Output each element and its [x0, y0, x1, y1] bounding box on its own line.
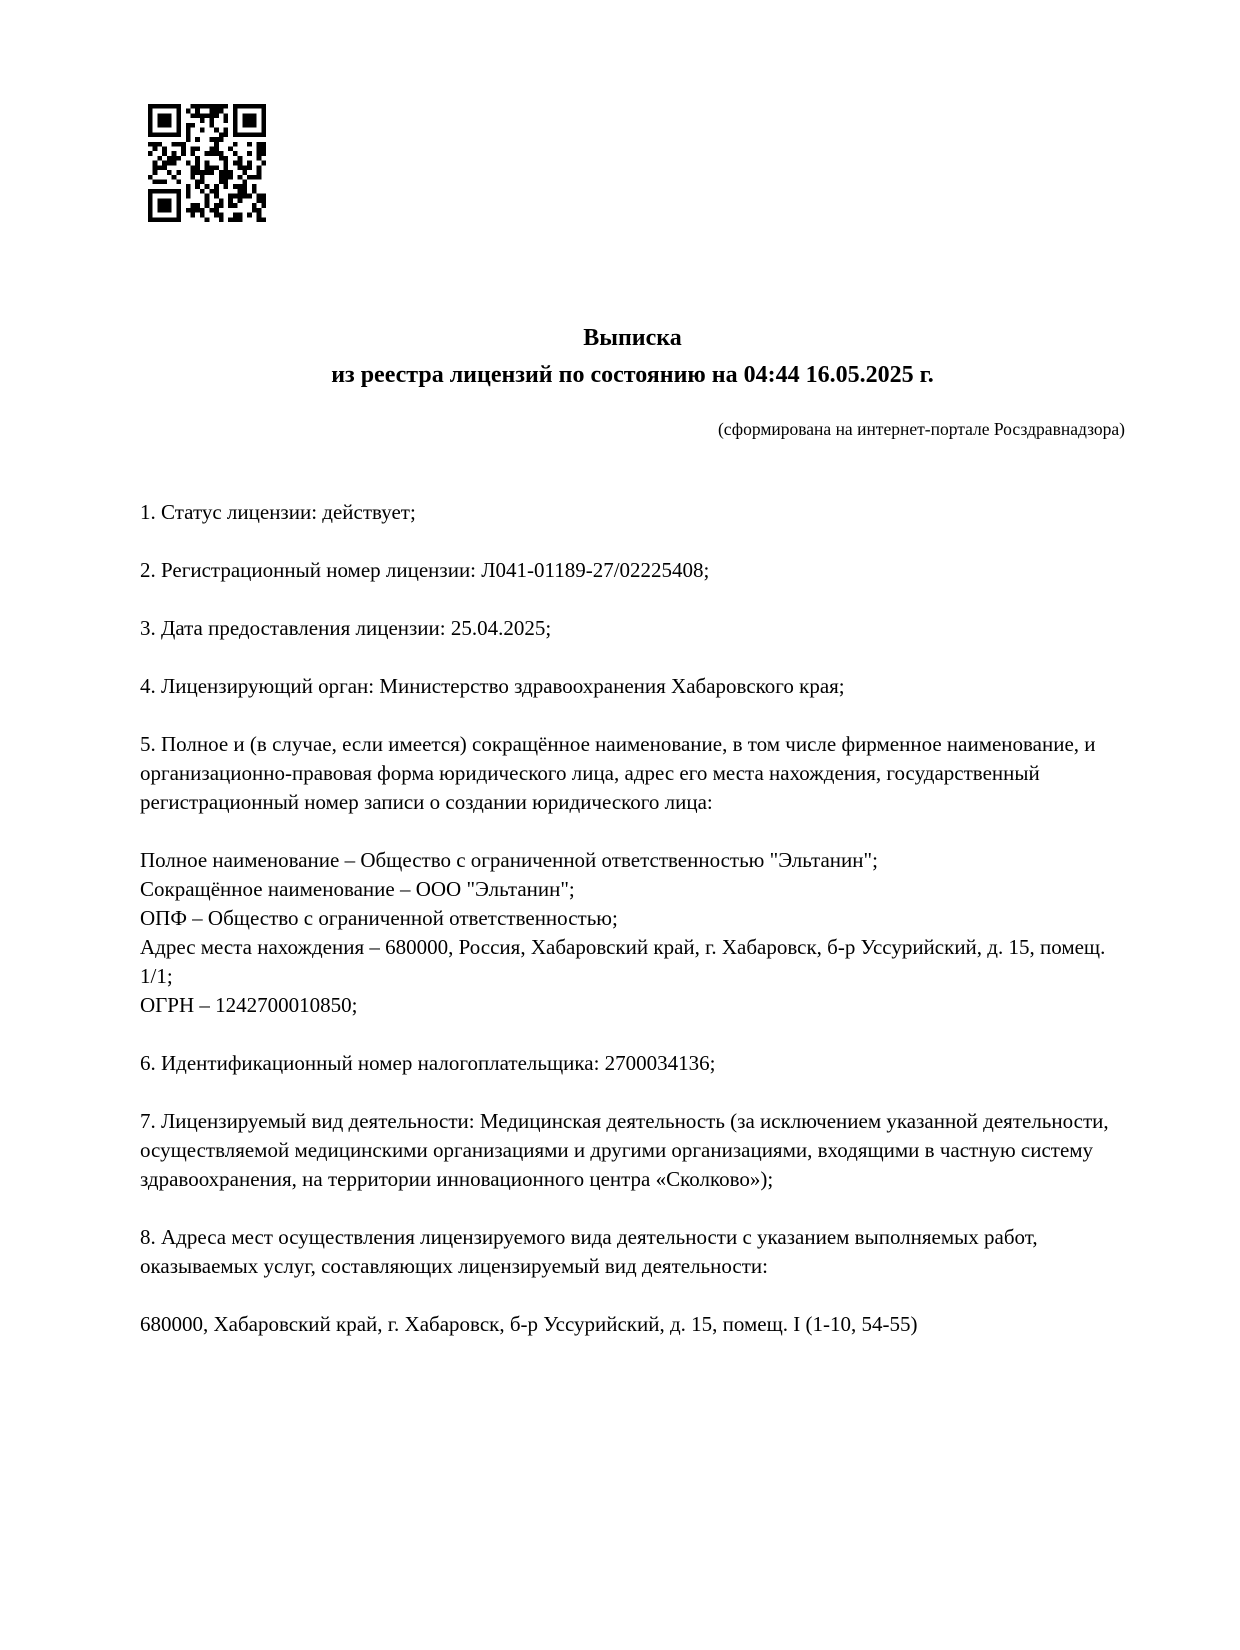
paragraph	[140, 672, 1125, 701]
qr-code-icon	[148, 104, 266, 222]
paragraph-line: ОГРН – 1242700010850;	[140, 993, 358, 1017]
document-title-line2: из реестра лицензий по состоянию на 04:44 16.05.2025 г.	[331, 362, 934, 388]
paragraph	[140, 1223, 1125, 1281]
paragraph	[140, 846, 1125, 1020]
paragraph	[140, 556, 1125, 585]
paragraph-line: Сокращённое наименование – ООО "Эльтанин";	[140, 877, 575, 901]
paragraph	[140, 498, 1125, 527]
paragraph-line: 2. Регистрационный номер лицензии: Л041-01189-27/02225408;	[140, 558, 710, 582]
document-title	[140, 320, 1125, 394]
paragraph-line: 680000, Хабаровский край, г. Хабаровск, б-р Уссурийский, д. 15, помещ. I (1-10, 54-55)	[140, 1312, 918, 1336]
paragraph-line: 1. Статус лицензии: действует;	[140, 500, 416, 524]
document-header	[140, 0, 1125, 440]
paragraph-line: Полное наименование – Общество с ограниченной ответственностью "Эльтанин";	[140, 848, 878, 872]
document-subtitle: (сформирована на интернет-портале Росздравнадзора)	[717, 419, 1125, 439]
paragraph	[140, 1107, 1125, 1194]
paragraph-line: Адрес места нахождения – 680000, Россия, Хабаровский край, г. Хабаровск, б-р Уссурийский, д. 15, помещ. 1/1;	[140, 935, 1106, 988]
paragraph	[140, 1049, 1125, 1078]
paragraph	[140, 614, 1125, 643]
paragraph-line: 5. Полное и (в случае, если имеется) сокращённое наименование, в том числе фирменное наименование, и организационно-правовая форма юридического лица, адрес его места нахождения, государственный регистрационный номер записи о создании юридического лица:	[140, 732, 1096, 814]
document-body	[140, 498, 1125, 1339]
paragraph	[140, 1310, 1125, 1339]
paragraph	[140, 730, 1125, 817]
paragraph-line: ОПФ – Общество с ограниченной ответственностью;	[140, 906, 618, 930]
paragraph-line: 3. Дата предоставления лицензии: 25.04.2025;	[140, 616, 552, 640]
document-title-line1: Выписка	[583, 325, 682, 351]
paragraph-line: 4. Лицензирующий орган: Министерство здравоохранения Хабаровского края;	[140, 674, 845, 698]
paragraph-line: 7. Лицензируемый вид деятельности: Медицинская деятельность (за исключением указанной деятельности, осуществляемой медицинскими организациями и другими организациями, входящими в частную систему здравоохранения, на территории инновационного центра «Сколково»);	[140, 1109, 1109, 1191]
paragraph-line: 6. Идентификационный номер налогоплательщика: 2700034136;	[140, 1051, 716, 1075]
paragraph-line: 8. Адреса мест осуществления лицензируемого вида деятельности с указанием выполняемых работ, оказываемых услуг, составляющих лицензируемый вид деятельности:	[140, 1225, 1038, 1278]
